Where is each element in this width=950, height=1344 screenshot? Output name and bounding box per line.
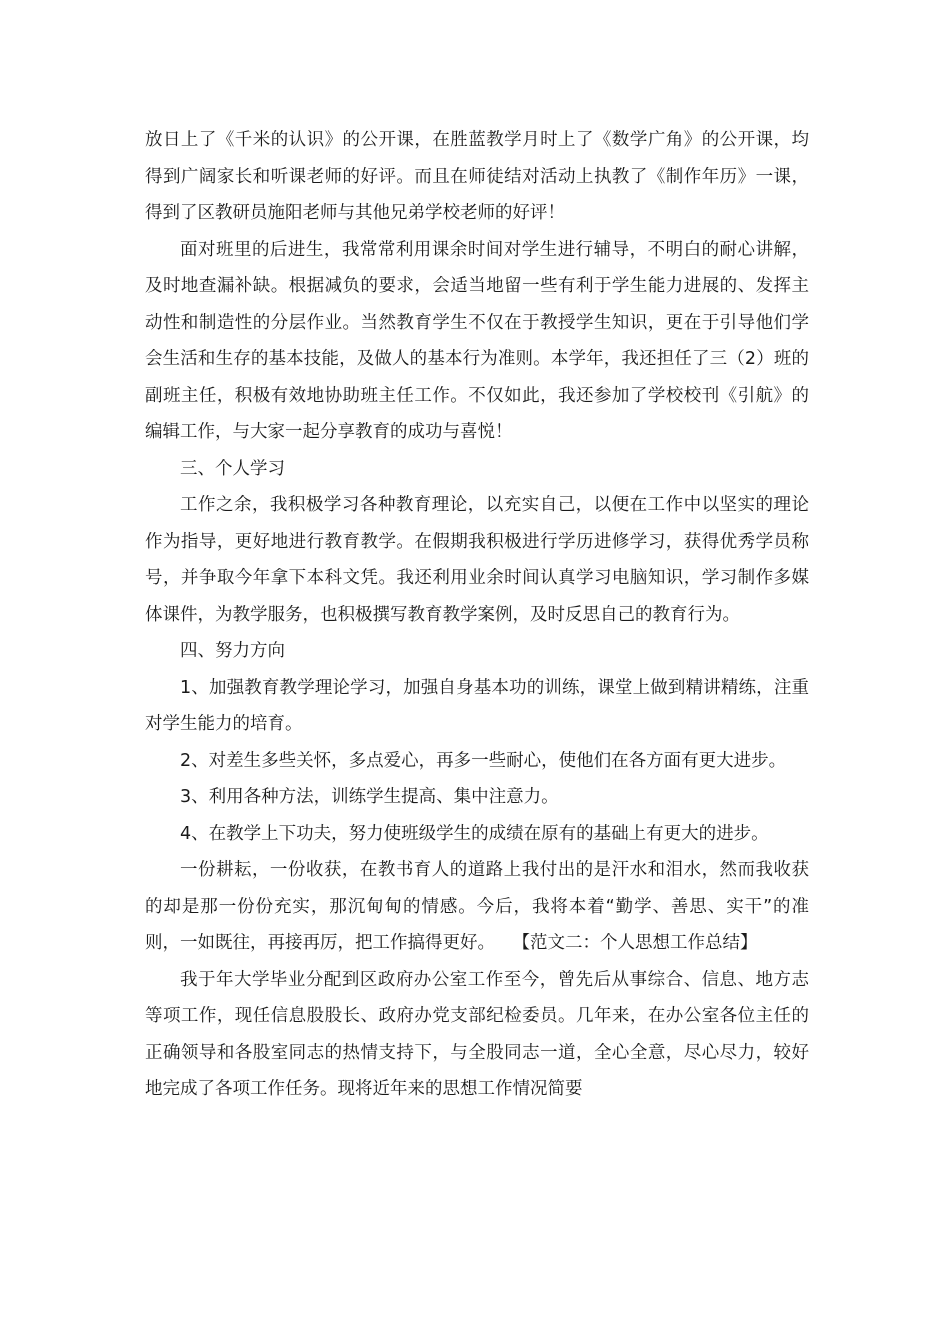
paragraph: 放日上了《千米的认识》的公开课，在胜蓝教学月时上了《数学广角》的公开课，均得到广阔家长和听课老师的好评。而且在师徒结对活动上执教了《制作年历》一课，得到了区教研员施阳老师与其他兄弟学校老师的好评！	[145, 130, 809, 223]
section-heading: 三、个人学习	[180, 458, 285, 479]
paragraph: 面对班里的后进生，我常常利用课余时间对学生进行辅导，不明白的耐心讲解，及时地查漏补缺。根据减负的要求，会适当地留一些有利于学生能力进展的、发挥主动性和制造性的分层作业。当然教育学生不仅在于教授学生知识，更在于引导他们学会生活和生存的基本技能，及做人的基本行为准则。本学年，我还担任了三（2）班的副班主任，积极有效地协助班主任工作。不仅如此，我还参加了学校校刊《引航》的编辑工作，与大家一起分享教育的成功与喜悦！	[145, 239, 809, 442]
list-item: 4、在教学上下功夫，努力使班级学生的成绩在原有的基础上有更大的进步。	[180, 823, 769, 844]
list-item: 3、利用各种方法，训练学生提高、集中注意力。	[180, 787, 559, 807]
document-body	[145, 122, 809, 1108]
paragraph: 一份耕耘，一份收获，在教书育人的道路上我付出的是汗水和泪水，然而我收获的却是那一份份充实，那沉甸甸的情感。今后，我将本着“勤学、善思、实干”的准则，一如既往，再接再厉，把工作搞得更好。 【范文二：个人思想工作总结】	[145, 860, 809, 953]
section-heading: 四、努力方向	[180, 641, 285, 661]
list-item: 2、对差生多些关怀，多点爱心，再多一些耐心，使他们在各方面有更大进步。	[180, 750, 787, 771]
list-item: 1、加强教育教学理论学习，加强自身基本功的训练，课堂上做到精讲精练，注重对学生能力的培育。	[145, 677, 809, 734]
paragraph: 工作之余，我积极学习各种教育理论，以充实自己，以便在工作中以坚实的理论作为指导，更好地进行教育教学。在假期我积极进行学历进修学习，获得优秀学员称号，并争取今年拿下本科文凭。我还利用业余时间认真学习电脑知识，学习制作多媒体课件，为教学服务，也积极撰写教育教学案例，及时反思自己的教育行为。	[145, 495, 809, 625]
paragraph: 我于年大学毕业分配到区政府办公室工作至今，曾先后从事综合、信息、地方志等项工作，现任信息股股长、政府办党支部纪检委员。几年来，在办公室各位主任的正确领导和各股室同志的热情支持下，与全股同志一道，全心全意，尽心尽力，较好地完成了各项工作任务。现将近年来的思想工作情况简要	[145, 969, 809, 1099]
